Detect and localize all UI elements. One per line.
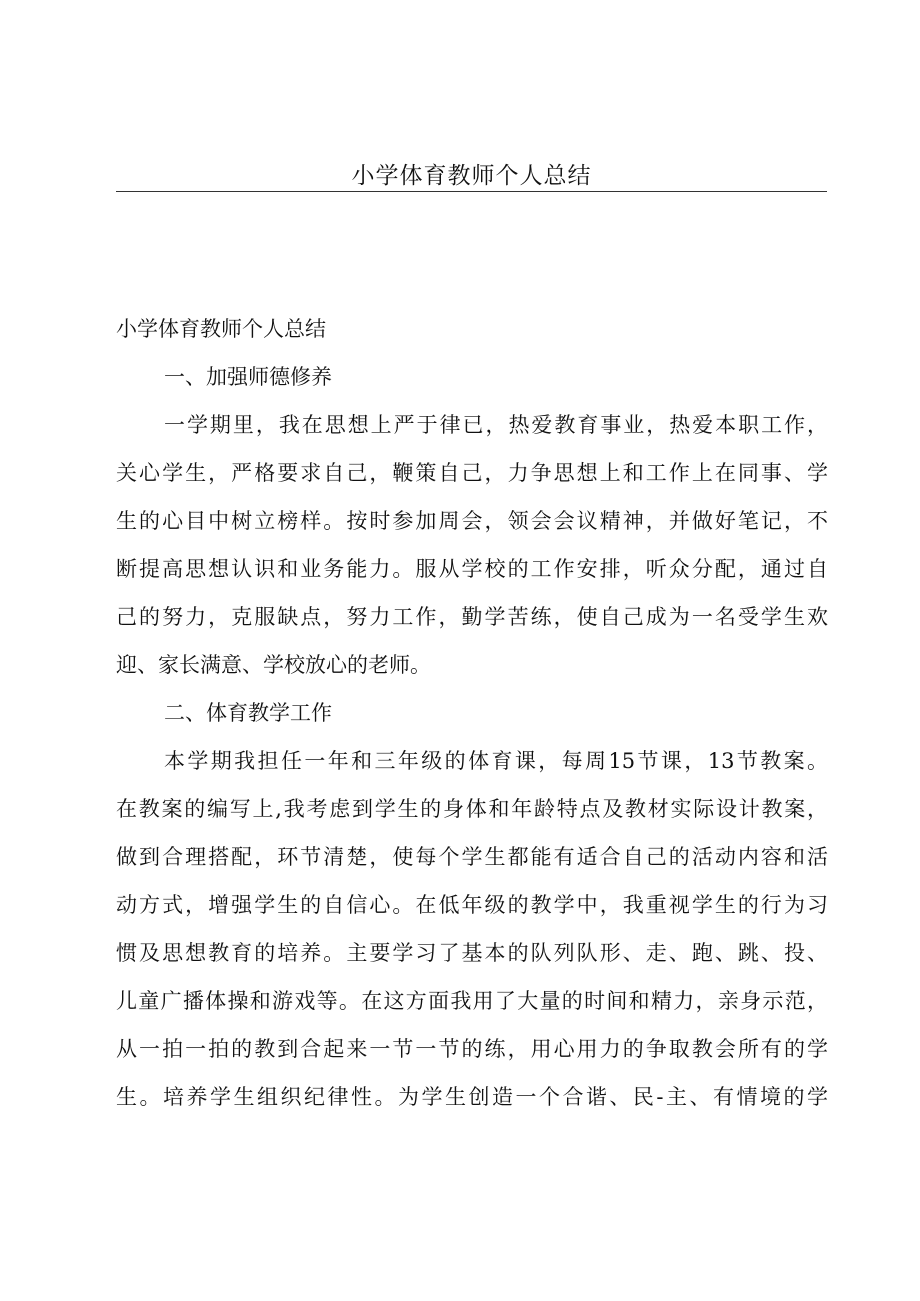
page-header-title: 小学体育教师个人总结: [351, 163, 592, 189]
paragraph-line: 儿童广播体操和游戏等。在这方面我用了大量的时间和精力，亲身示范，: [116, 989, 828, 1013]
paragraph-line: 在教案的编写上,我考虑到学生的身体和年龄特点及教材实际设计教案，: [116, 797, 828, 821]
document-title: 小学体育教师个人总结: [116, 317, 326, 341]
paragraph-line: 关心学生，严格要求自己，鞭策自己，力争思想上和工作上在同事、学: [116, 461, 828, 485]
paragraph-line: 本学期我担任一年和三年级的体育课，每周15节课，13节教案。: [164, 749, 828, 773]
paragraph-line: 一学期里，我在思想上严于律已，热爱教育事业，热爱本职工作，: [164, 413, 828, 437]
header-divider: [116, 191, 827, 192]
paragraph-line: 断提高思想认识和业务能力。服从学校的工作安排，听众分配，通过自: [116, 557, 828, 581]
paragraph-line: 动方式，增强学生的自信心。在低年级的教学中，我重视学生的行为习: [116, 893, 828, 917]
paragraph-line: 从一拍一拍的教到合起来一节一节的练，用心用力的争取教会所有的学: [116, 1037, 828, 1061]
paragraph-line: 己的努力，克服缺点，努力工作，勤学苦练，使自己成为一名受学生欢: [116, 605, 828, 629]
section-heading-2: 二、体育教学工作: [164, 701, 332, 725]
document-body: [116, 305, 828, 1121]
section-heading-1: 一、加强师德修养: [164, 365, 332, 389]
paragraph-line: 迎、家长满意、学校放心的老师。: [116, 653, 431, 677]
paragraph-line: 做到合理搭配，环节清楚，使每个学生都能有适合自己的活动内容和活: [116, 845, 828, 869]
paragraph-line: 生的心目中树立榜样。按时参加周会，领会会议精神，并做好笔记，不: [116, 509, 828, 533]
paragraph-line: 生。培养学生组织纪律性。为学生创造一个合谐、民-主、有情境的学: [116, 1085, 828, 1109]
paragraph-line: 惯及思想教育的培养。主要学习了基本的队列队形、走、跑、跳、投、: [116, 941, 828, 965]
